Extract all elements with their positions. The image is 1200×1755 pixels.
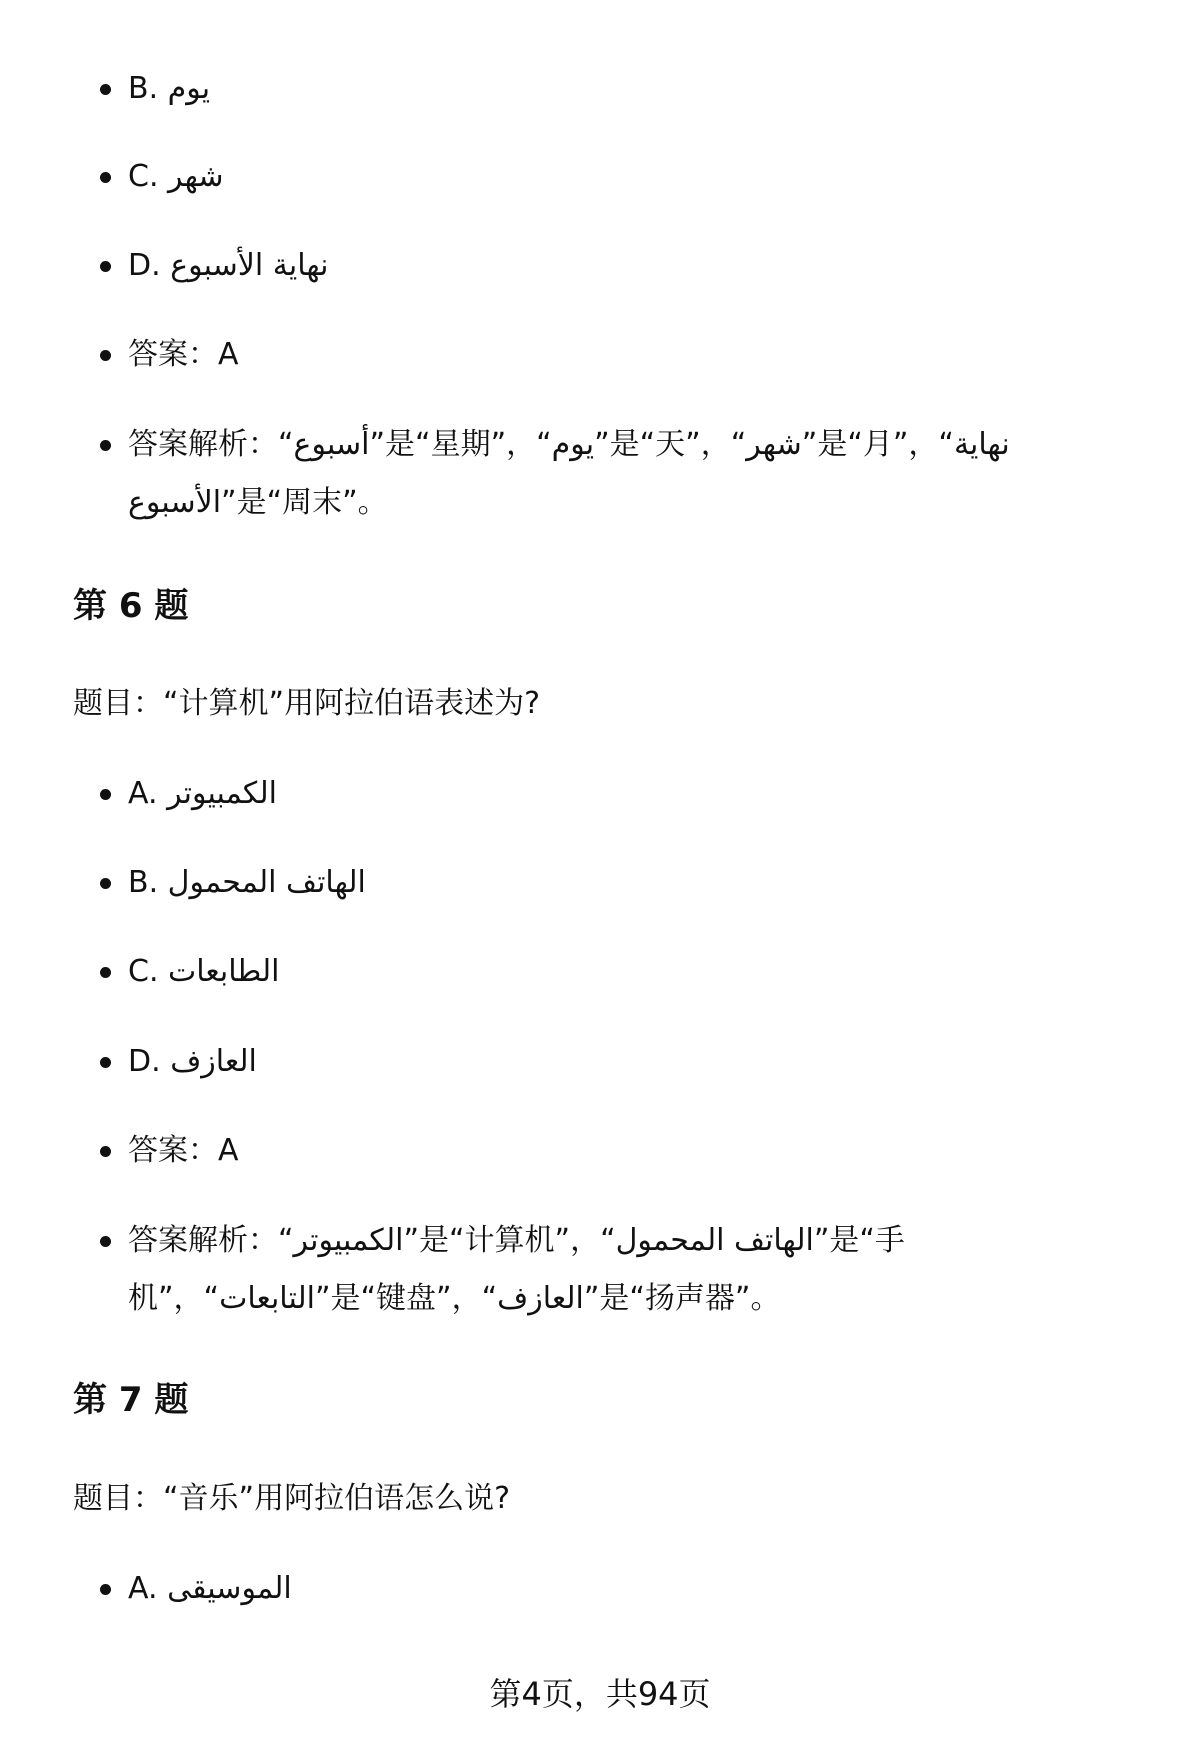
option-letter: A. (128, 776, 158, 811)
option-letter: B. (128, 865, 159, 900)
option-letter: C. (128, 159, 159, 194)
q6-option-d (128, 1033, 257, 1091)
q7-question: 题目：“音乐”用阿拉伯语怎么说? (73, 1481, 511, 1516)
option-text: الطابعات (168, 954, 280, 989)
option-letter: B. (128, 71, 159, 106)
option-text: نهاية الأسبوع (170, 248, 329, 283)
option-text: الهاتف المحمول (167, 865, 366, 900)
analysis-text: 答案解析：“الكمبيوتر”是“计算机”，“الهاتف المحمول”是“手机”，“التابعات”是“键盘”，“العازف”是“扬声器”。 (128, 1223, 905, 1316)
answer-text: 答案：A (128, 337, 239, 372)
option-text: العازف (170, 1044, 257, 1079)
q6-heading: 第 6 题 (73, 586, 189, 626)
q6-option-c (128, 943, 279, 1001)
option-letter: A. (128, 1571, 158, 1606)
page-number: 第4页，共94页 (489, 1675, 711, 1713)
q7-heading: 第 7 题 (73, 1380, 189, 1420)
option-letter: D. (128, 248, 161, 283)
q5-option-d (128, 237, 329, 295)
q5-option-c (128, 148, 224, 206)
q6-answer (128, 1122, 239, 1180)
q6-option-a (128, 765, 277, 823)
analysis-text: 答案解析：“أسبوع”是“星期”，“يوم”是“天”，“شهر”是“月”，“نهاية الأسبوع”是“周末”。 (128, 427, 1010, 520)
option-text: يوم (167, 71, 211, 106)
q5-option-b (128, 60, 210, 118)
q6-question: 题目：“计算机”用阿拉伯语表述为? (73, 686, 541, 721)
q5-answer (128, 326, 239, 384)
option-text: الكمبيوتر (167, 776, 277, 811)
option-letter: D. (128, 1044, 161, 1079)
option-letter: C. (128, 954, 159, 989)
q7-option-a (128, 1560, 292, 1618)
q6-option-b (128, 854, 366, 912)
q6-analysis (128, 1212, 1048, 1328)
answer-text: 答案：A (128, 1133, 239, 1168)
q5-analysis (128, 416, 1048, 532)
option-text: الموسيقى (167, 1571, 292, 1606)
option-text: شهر (168, 159, 224, 194)
